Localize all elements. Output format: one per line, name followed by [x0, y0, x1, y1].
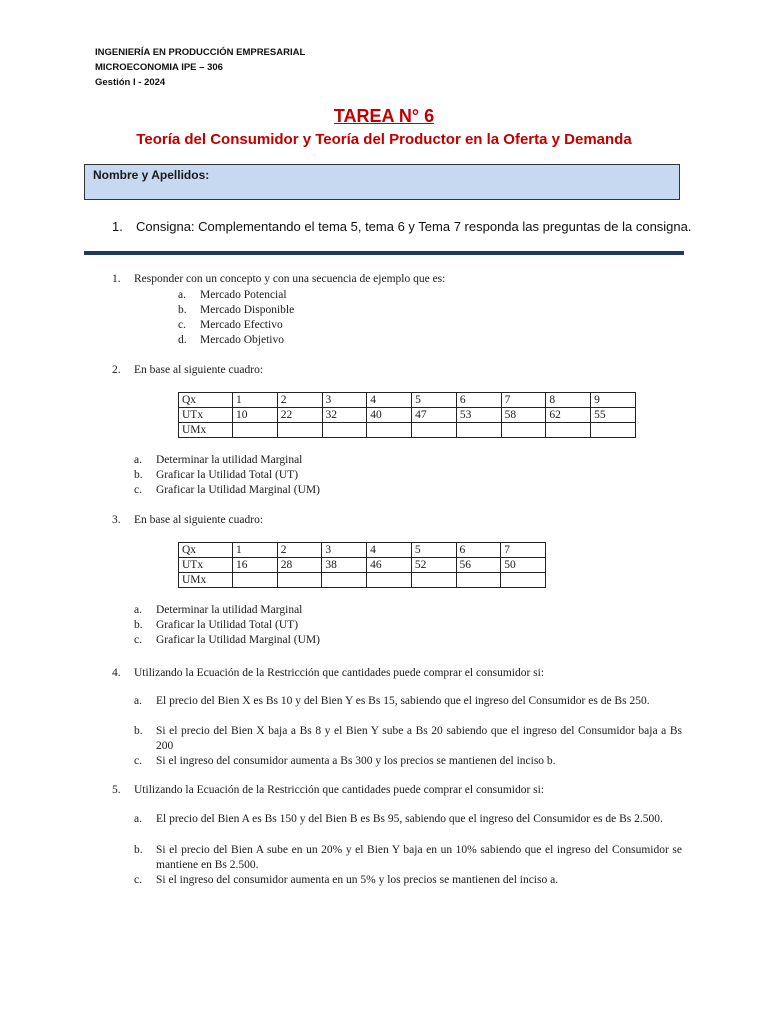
table-cell: UTx [179, 408, 233, 423]
table-row [179, 393, 636, 408]
table-cell-empty[interactable] [322, 423, 367, 438]
table-cell: 1 [233, 393, 278, 408]
table-cell-empty[interactable] [546, 423, 591, 438]
table-cell: 2 [277, 543, 322, 558]
question-text: Utilizando la Ecuación de la Restricción que cantidades puede comprar el consumidor si: [134, 784, 545, 796]
list-item: a. El precio del Bien A es Bs 150 y del Bien B es Bs 95, sabiendo que el ingreso del Consumidor es de Bs 2.500. [134, 813, 663, 825]
consigna [112, 219, 691, 234]
table-cell-empty[interactable] [456, 573, 501, 588]
table-cell-empty[interactable] [411, 573, 456, 588]
table-cell-empty[interactable] [277, 573, 322, 588]
list-item: c. Si el ingreso del consumidor aumenta a Bs 300 y los precios se mantienen del inciso b. [134, 755, 556, 767]
table-cell: 56 [456, 558, 501, 573]
table-cell: 2 [277, 393, 322, 408]
table-cell: 4 [367, 543, 412, 558]
header-institution: INGENIERÍA EN PRODUCCIÓN EMPRESARIAL [95, 47, 306, 58]
table-cell: 46 [367, 558, 412, 573]
table-cell: 7 [501, 393, 546, 408]
student-name-label: Nombre y Apellidos: [93, 168, 210, 182]
table-cell-empty[interactable] [591, 423, 636, 438]
page-subtitle: Teoría del Consumidor y Teoría del Productor en la Oferta y Demanda [136, 131, 632, 148]
document-header [95, 45, 305, 90]
header-course: MICROECONOMIA IPE – 306 [95, 62, 223, 73]
question-number: 5. [112, 784, 121, 796]
table-cell: 22 [277, 408, 322, 423]
question-text: En base al siguiente cuadro: [134, 514, 264, 526]
question-text: Utilizando la Ecuación de la Restricción que cantidades puede comprar el consumidor si: [134, 667, 545, 679]
table-cell-empty[interactable] [412, 423, 457, 438]
consigna-text: Consigna: Complementando el tema 5, tema 6 y Tema 7 responda las preguntas de la consigna. [136, 219, 692, 234]
table-cell: 55 [591, 408, 636, 423]
question-text: En base al siguiente cuadro: [134, 364, 264, 376]
document-page: INGENIERÍA EN PRODUCCIÓN EMPRESARIAL MICROECONOMIA IPE – 306 Gestión I - 2024 TAREA N° 6 Teoría del Consumidor y Teoría del Productor en la Oferta y Demanda Nombre y Apellidos: 1. Consigna: Complementando el tema 5, tema 6 y Tema 7 responda las preguntas de la consigna. 1. Responder con un concepto y con una secuencia de ejemplo que es: a. Mercado Potencial b. Mercado Disponible c. Mercado Efectivo d. Mercado Objetivo 2. En base al siguiente cuadro: Qx 1 2 3 4 5 6 7 8 9 UTx 10 22 32 40 47 53 58 62 55 UMx a. Determinar la utilidad Marginal b. Graficar la Utilidad Total (UT) c. Graficar la Utilidad Marginal (UM) 3. En base al siguiente cuadro: Qx 1 2 3 4 5 6 7 UTx 16 28 38 46 52 56 50 UMx a. Determinar la utilidad Marginal b. Graficar la Utilidad Total (UT) c. Graficar la Utilidad Marginal (UM) 4. Utilizando la Ecuación de la Restricción que cantidades puede comprar el consumidor si: a. El precio del Bien X es Bs 10 y del Bien Y es Bs 15, sabiendo que el ingreso del Consumidor es de Bs 250. b. Si el precio del Bien X baja a Bs 8 y el Bien Y sube a Bs 20 sabiendo que el ingreso del Consumidor baja a Bs 200 c. Si el ingreso del consumidor aumenta a Bs 300 y los precios se mantienen del inciso b. 5. Utilizando la Ecuación de la Restricción que cantidades puede comprar el consumidor si: a. El precio del Bien A es Bs 150 y del Bien B es Bs 95, sabiendo que el ingreso del Consumidor es de Bs 2.500. b. Si el precio del Bien A sube en un 20% y el Bien Y baja en un 10% sabiendo que el ingreso del Consumidor se mantiene en Bs 2.500. c. Si el ingreso del consumidor aumenta en un 5% y los precios se mantienen del inciso a. [0, 0, 768, 1024]
table-cell: 7 [501, 543, 546, 558]
table-cell: Qx [179, 543, 233, 558]
table-cell-empty[interactable] [277, 423, 322, 438]
question-number: 2. [112, 364, 121, 376]
table-cell: 16 [233, 558, 278, 573]
table-cell: 40 [367, 408, 412, 423]
table-cell-empty[interactable] [233, 573, 278, 588]
table-cell: 5 [412, 393, 457, 408]
table-row [179, 408, 636, 423]
question-number: 4. [112, 667, 121, 679]
list-item: b. Si el precio del Bien X baja a Bs 8 y el Bien Y sube a Bs 20 sabiendo que el ingreso del Consumidor baja a Bs 200 [134, 725, 682, 752]
table-row [179, 558, 546, 573]
list-item: b. Si el precio del Bien A sube en un 20% y el Bien Y baja en un 10% sabiendo que el ingreso del Consumidor se mantiene en Bs 2.500. [134, 844, 682, 871]
table-cell: UTx [179, 558, 233, 573]
table-cell-empty[interactable] [367, 423, 412, 438]
table-cell-empty[interactable] [456, 423, 501, 438]
table-cell: 47 [412, 408, 457, 423]
table-cell: 8 [546, 393, 591, 408]
question-number: 3. [112, 514, 121, 526]
table-cell: Qx [179, 393, 233, 408]
table-row [179, 543, 546, 558]
table-cell: 6 [456, 543, 501, 558]
table-cell-empty[interactable] [367, 573, 412, 588]
table-cell: 53 [456, 408, 501, 423]
table-cell: 50 [501, 558, 546, 573]
consigna-number: 1. [112, 219, 123, 234]
page-title: TAREA N° 6 [333, 106, 435, 126]
table-cell: 38 [322, 558, 367, 573]
table-cell: 1 [233, 543, 278, 558]
utility-table-2 [178, 542, 546, 588]
table-row [179, 573, 546, 588]
table-cell: 5 [411, 543, 456, 558]
table-cell: 32 [322, 408, 367, 423]
table-cell: 9 [591, 393, 636, 408]
table-cell: 10 [233, 408, 278, 423]
question-text: Responder con un concepto y con una secuencia de ejemplo que es: [134, 273, 446, 285]
student-name-field[interactable] [84, 164, 680, 200]
table-cell: 6 [456, 393, 501, 408]
table-row [179, 423, 636, 438]
header-term: Gestión I - 2024 [95, 77, 166, 88]
section-divider [84, 251, 684, 255]
table-cell: 52 [411, 558, 456, 573]
table-cell-empty[interactable] [233, 423, 278, 438]
list-item: a. El precio del Bien X es Bs 10 y del Bien Y es Bs 15, sabiendo que el ingreso del Consumidor es de Bs 250. [134, 695, 650, 707]
table-cell: 58 [501, 408, 546, 423]
question-number: 1. [112, 273, 121, 285]
table-cell-empty[interactable] [501, 573, 546, 588]
table-cell: 4 [367, 393, 412, 408]
table-cell: 3 [322, 393, 367, 408]
table-cell: 62 [546, 408, 591, 423]
list-item: c. Si el ingreso del consumidor aumenta en un 5% y los precios se mantienen del inciso a. [134, 874, 559, 886]
table-cell: UMx [179, 573, 233, 588]
table-cell-empty[interactable] [322, 573, 367, 588]
table-cell: UMx [179, 423, 233, 438]
table-cell: 28 [277, 558, 322, 573]
table-cell: 3 [322, 543, 367, 558]
table-cell-empty[interactable] [501, 423, 546, 438]
utility-table-1 [178, 392, 636, 438]
